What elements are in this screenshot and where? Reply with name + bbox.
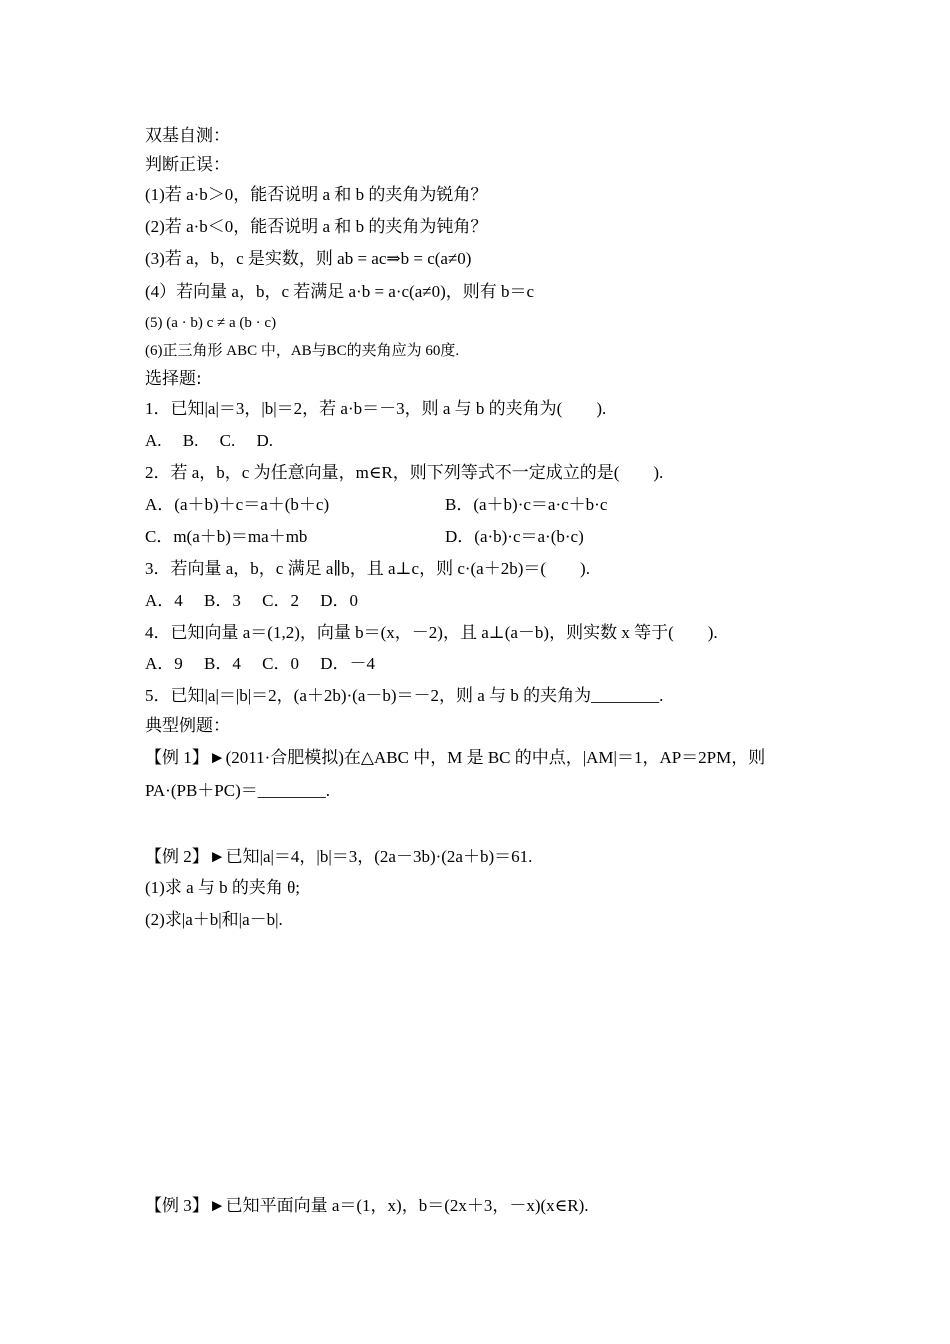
judge-item-2: (2)若 a·b＜0，能否说明 a 和 b 的夹角为钝角？ [145,217,488,236]
question-5: 5．已知|a|＝|b|＝2，(a＋2b)·(a－b)＝－2，则 a 与 b 的夹角为________. [145,686,664,705]
judge-item-4: (4）若向量 a，b，c 若满足 a·b = a·c(a≠0)，则有 b＝c [145,282,535,301]
judge-heading: 判断正误： [145,155,230,175]
example-2-line-1: 【例 2】►已知|a|＝4，|b|＝3，(2a－3b)·(2a＋b)＝61. [145,847,533,866]
example-2-sub-2: (2)求|a＋b|和|a－b|. [145,910,283,929]
example-2-sub-1: (1)求 a 与 b 的夹角 θ; [145,878,300,897]
example-1-line-2: PA·(PB＋PC)＝________. [145,781,330,800]
question-2: 2．若 a，b，c 为任意向量，m∈R，则下列等式不一定成立的是( ). [145,463,664,482]
question-3-options: A．4 B．3 C．2 D．0 [145,591,358,610]
judge-item-6: (6)正三角形 ABC 中，AB与BC的夹角应为 60度. [145,343,460,359]
judge-item-1: (1)若 a·b＞0，能否说明 a 和 b 的夹角为锐角？ [145,185,488,204]
question-4: 4．已知向量 a＝(1,2)，向量 b＝(x，－2)，且 a⊥(a－b)，则实数 x 等于( ). [145,623,718,642]
question-3: 3．若向量 a，b，c 满足 a∥b，且 a⊥c，则 c·(a＋2b)＝( ). [145,559,590,578]
option-a: A．(a＋b)＋c＝a＋(b＋c) [145,495,330,514]
choice-heading: 选择题: [145,369,202,389]
question-4-options: A．9 B．4 C．0 D．－4 [145,654,375,673]
question-1: 1．已知|a|＝3，|b|＝2，若 a·b＝－3，则 a 与 b 的夹角为( ). [145,399,607,418]
option-b: B．(a＋b)·c＝a·c＋b·c [445,495,608,514]
question-2-options-row-1 [145,493,845,517]
question-1-options: A. B. C. D. [145,431,273,450]
example-1-line-1: 【例 1】►(2011·合肥模拟)在△ABC 中，M 是 BC 的中点，|AM|＝1，AP＝2PM，则 [145,748,766,767]
example-3-line-1: 【例 3】►已知平面向量 a＝(1，x)，b＝(2x＋3，－x)(x∈R). [145,1196,589,1215]
judge-item-3: (3)若 a，b，c 是实数，则 ab = ac⇒b = c(a≠0) [145,249,472,268]
option-d: D．(a·b)·c＝a·(b·c) [445,527,584,546]
examples-heading: 典型例题： [145,716,230,736]
judge-item-5: (5) (a · b) c ≠ a (b · c) [145,315,277,331]
section-self-test: 双基自测： [145,126,230,146]
question-2-options-row-2 [145,525,845,549]
option-c: C．m(a＋b)＝ma＋mb [145,527,308,546]
